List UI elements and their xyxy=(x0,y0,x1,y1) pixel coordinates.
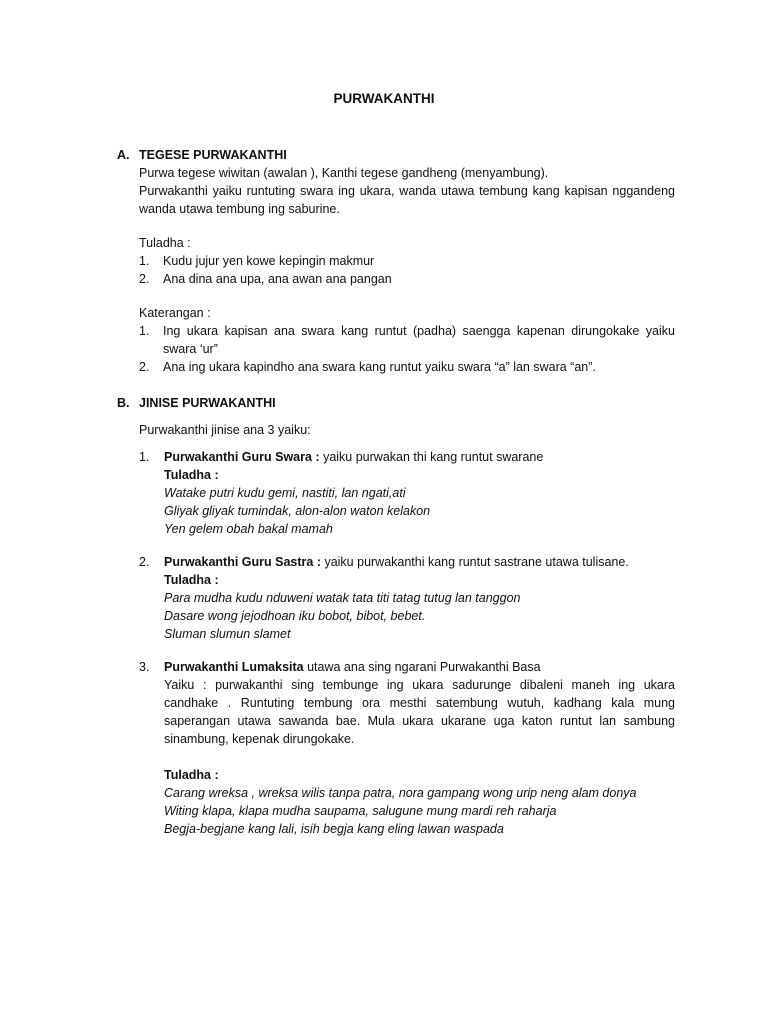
section-a-heading xyxy=(117,146,287,164)
section-a-notes xyxy=(139,304,675,376)
katerangan-label: Katerangan : xyxy=(139,306,211,320)
item-name: Purwakanthi Lumaksita xyxy=(164,660,304,674)
list-item: 2. Ana dina ana upa, ana awan ana pangan xyxy=(139,272,392,286)
item-explanation: Yaiku : purwakanthi sing tembunge ing ukara sadurunge dibaleni maneh ing ukara candhake . Runtuting tembung ora mesthi satembung wutuh, kadhang kala mung saperangan utawa sawanda bae. Mula ukara ukarane uga katon runtut lan sambung sinambung, kepenak dirungokake. xyxy=(164,678,675,746)
list-item: 1. Kudu jujur yen kowe kepingin makmur xyxy=(139,254,375,268)
item-number: 2. xyxy=(139,555,150,569)
example-line: Gliyak gliyak tumindak, alon-alon waton kelakon xyxy=(164,504,431,518)
item-number: 3. xyxy=(139,660,150,674)
item-desc: yaiku purwakanthi kang runtut sastrane utawa tulisane. xyxy=(320,555,629,569)
example-line: Begja-begjane kang lali, isih begja kang eling lawan waspada xyxy=(164,822,504,836)
tuladha-label: Tuladha : xyxy=(164,768,219,782)
section-b-intro: Purwakanthi jinise ana 3 yaiku: xyxy=(139,423,311,437)
item-name: Purwakanthi Guru Sastra : xyxy=(164,555,321,569)
example-line: Yen gelem obah bakal mamah xyxy=(164,522,333,536)
section-b-letter: B. xyxy=(117,396,130,410)
example-line: Carang wreksa , wreksa wilis tanpa patra, nora gampang wong urip neng alam donya xyxy=(164,786,637,800)
section-a-examples xyxy=(139,234,675,288)
tuladha-label: Tuladha : xyxy=(164,468,219,482)
page-title: PURWAKANTHI xyxy=(333,91,435,106)
jinise-item-3 xyxy=(139,658,675,838)
jinise-item-1 xyxy=(139,448,675,538)
example-line: Witing klapa, klapa mudha saupama, salugune mung mardi reh raharja xyxy=(164,804,557,818)
definition-line-2: Purwakanthi yaiku runtuting swara ing ukara, wanda utawa tembung kang kapisan nggandeng wanda utawa tembung ing saburine. xyxy=(139,184,675,216)
tuladha-label: Tuladha : xyxy=(164,573,219,587)
list-item: 1. Ing ukara kapisan ana swara kang runtut (padha) saengga kapenan dirungokake yaiku swara ‘ur” xyxy=(139,324,675,356)
example-line: Sluman slumun slamet xyxy=(164,627,291,641)
section-a-title: TEGESE PURWAKANTHI xyxy=(139,148,287,162)
example-line: Watake putri kudu gemi, nastiti, lan ngati,ati xyxy=(164,486,406,500)
list-item: 2. Ana ing ukara kapindho ana swara kang runtut yaiku swara “a” lan swara “an”. xyxy=(139,360,596,374)
section-b-heading xyxy=(117,394,276,412)
item-desc: utawa ana sing ngarani Purwakanthi Basa xyxy=(303,660,541,674)
section-a-definition xyxy=(139,164,675,218)
item-number: 1. xyxy=(139,450,150,464)
section-b-title: JINISE PURWAKANTHI xyxy=(139,396,276,410)
section-a-letter: A. xyxy=(117,148,130,162)
jinise-item-2 xyxy=(139,553,675,643)
example-line: Para mudha kudu nduweni watak tata titi tatag tutug lan tanggon xyxy=(164,591,521,605)
tuladha-label: Tuladha : xyxy=(139,236,191,250)
definition-line-1: Purwa tegese wiwitan (awalan ), Kanthi tegese gandheng (menyambung). xyxy=(139,166,549,180)
item-name: Purwakanthi Guru Swara : xyxy=(164,450,320,464)
example-line: Dasare wong jejodhoan iku bobot, bibot, bebet. xyxy=(164,609,426,623)
item-desc: yaiku purwakan thi kang runtut swarane xyxy=(319,450,544,464)
